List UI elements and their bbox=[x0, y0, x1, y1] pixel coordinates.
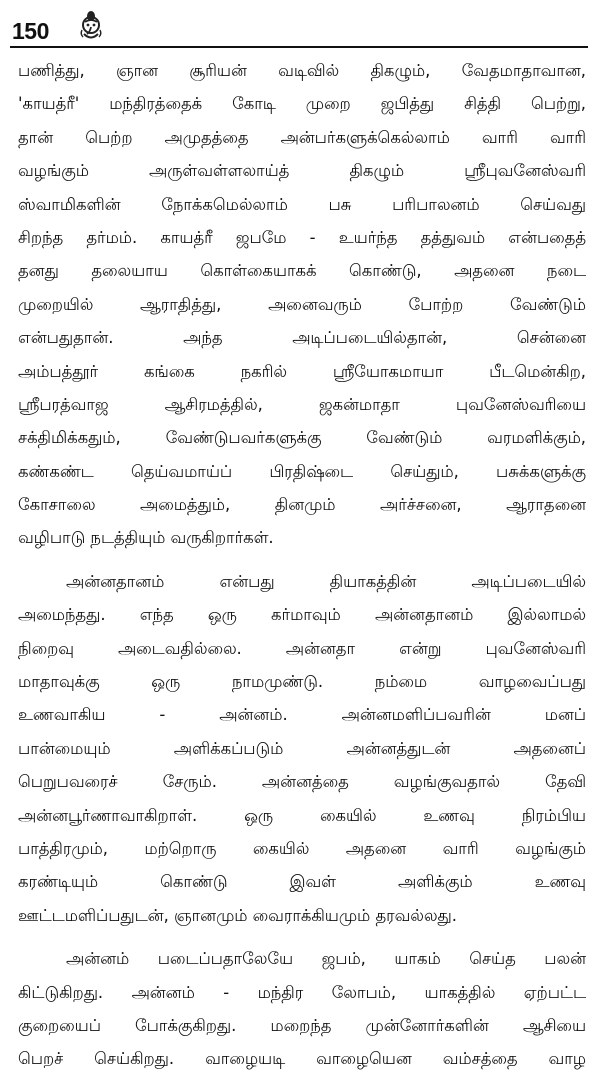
text-line: ஸ்வாமிகளின் நோக்கமெல்லாம் பசு பரிபாலனம் செய்வது bbox=[18, 194, 586, 214]
page-header bbox=[10, 10, 588, 46]
text-line: கோசாலை அமைத்தும், தினமும் அர்ச்சனை, ஆராதனை bbox=[18, 495, 586, 515]
text-line: சிறந்த தர்மம். காயத்ரீ ஜபமே - உயர்ந்த தத்துவம் என்பதைத் bbox=[18, 227, 586, 247]
paragraph-1 bbox=[18, 54, 586, 555]
text-line: நிறைவு அடைவதில்லை. அன்னதா என்று புவனேஸ்வரி bbox=[18, 638, 586, 658]
text-line: பெறச் செய்கிறது. வாழையடி வாழையென வம்சத்தை வாழ bbox=[18, 1049, 586, 1069]
text-line: தனது தலையாய கொள்கையாகக் கொண்டு, அதனை நடை bbox=[18, 261, 586, 281]
text-line: பாத்திரமும், மற்றொரு கையில் அதனை வாரி வழங்கும் bbox=[18, 838, 586, 858]
ganesha-emblem-icon bbox=[76, 10, 106, 42]
text-line: கரண்டியும் கொண்டு இவள் அளிக்கும் உணவு bbox=[18, 872, 586, 892]
body-text bbox=[18, 54, 586, 1086]
text-line: மாதாவுக்கு ஒரு நாமமுண்டு. நம்மை வாழவைப்பது bbox=[18, 672, 586, 692]
text-line: அன்னபூர்ணாவாகிறாள். ஒரு கையில் உணவு நிரம்பிய bbox=[18, 805, 586, 825]
text-line: ஊட்டமளிப்பதுடன், ஞானமும் வைராக்கியமும் தரவல்லது. bbox=[18, 905, 457, 925]
text-line: குறையைப் போக்குகிறது. மறைந்த முன்னோர்களின் ஆசியை bbox=[18, 1015, 586, 1035]
text-line: 'காயத்ரீ' மந்திரத்தைக் கோடி முறை ஜபித்து சித்தி பெற்று, bbox=[18, 94, 586, 114]
text-line: அமைந்தது. எந்த ஒரு கர்மாவும் அன்னதானம் இல்லாமல் bbox=[18, 605, 586, 625]
text-line: வழங்கும் அருள்வள்ளலாய்த் திகழும் ஸ்ரீபுவனேஸ்வரி bbox=[18, 161, 586, 181]
paragraph-2 bbox=[18, 565, 586, 932]
text-line: அம்பத்தூர் கங்கை நகரில் ஸ்ரீயோகமாயா பீடமென்கிற, bbox=[18, 361, 586, 381]
text-line: பான்மையும் அளிக்கப்படும் அன்னத்துடன் அதனைப் bbox=[18, 738, 586, 758]
text-line: வழிபாடு நடத்தியும் வருகிறார்கள். bbox=[18, 528, 274, 548]
header-rule bbox=[10, 46, 588, 48]
text-line: அன்னம் படைப்பதாலேயே ஜபம், யாகம் செய்த பலன் bbox=[66, 949, 586, 969]
text-line: முறையில் ஆராதித்து, அனைவரும் போற்ற வேண்டும் bbox=[18, 294, 586, 314]
text-line: கண்கண்ட தெய்வமாய்ப் பிரதிஷ்டை செய்தும், பசுக்களுக்கு bbox=[18, 461, 586, 481]
text-line: அன்னதானம் என்பது தியாகத்தின் அடிப்படையில் bbox=[66, 571, 586, 591]
paragraph-3 bbox=[18, 942, 586, 1076]
text-line: கிட்டுகிறது. அன்னம் - மந்திர லோபம், யாகத்தில் ஏற்பட்ட bbox=[18, 982, 586, 1002]
text-line: என்பதுதான். அந்த அடிப்படையில்தான், சென்னை bbox=[18, 328, 586, 348]
page-number: 150 bbox=[12, 18, 49, 44]
text-line: தான் பெற்ற அமுதத்தை அன்பர்களுக்கெல்லாம் வாரி வாரி bbox=[18, 127, 586, 147]
text-line: பணித்து, ஞான சூரியன் வடிவில் திகழும், வேதமாதாவான, bbox=[18, 61, 586, 80]
text-line: பெறுபவரைச் சேரும். அன்னத்தை வழங்குவதால் தேவி bbox=[18, 772, 586, 792]
text-line: சக்திமிக்கதும், வேண்டுபவர்களுக்கு வேண்டும் வரமளிக்கும், bbox=[18, 428, 586, 448]
text-line: உணவாகிய - அன்னம். அன்னமளிப்பவரின் மனப் bbox=[18, 705, 586, 725]
text-line: ஸ்ரீபரத்வாஜ ஆசிரமத்தில், ஜகன்மாதா புவனேஸ்வரியை bbox=[18, 394, 586, 414]
